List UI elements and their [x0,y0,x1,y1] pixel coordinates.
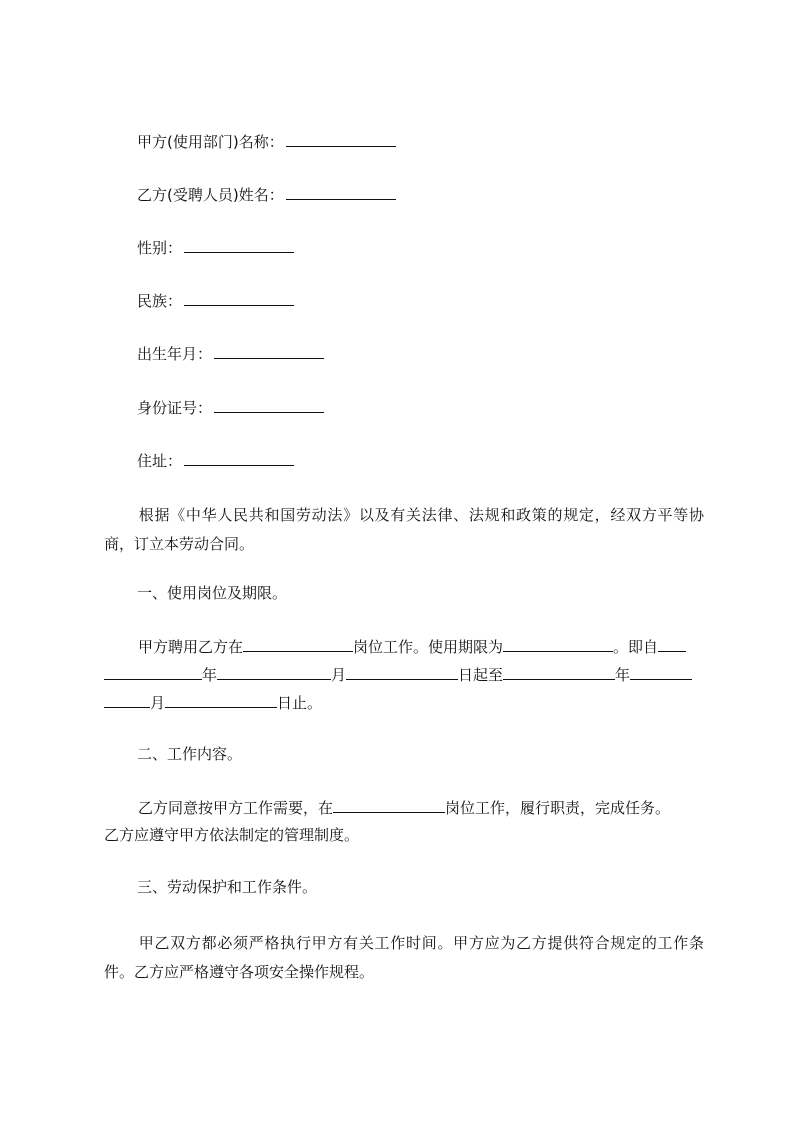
intro-text: 根据《中华人民共和国劳动法》以及有关法律、法规和政策的规定，经双方平等协商，订立本劳动合同。 [104,506,704,553]
section1-line1 [104,635,686,658]
party-a-blank[interactable] [286,130,396,147]
end-month-blank-b[interactable] [104,691,150,708]
party-a-label: 甲方(使用部门)名称： [137,133,284,151]
section2-line1 [104,796,670,819]
day-to-label: 日止。 [277,694,323,712]
id-number-field [137,396,324,418]
birth-label: 出生年月： [137,345,213,363]
end-year-blank[interactable] [503,663,615,680]
birth-blank[interactable] [214,342,324,359]
gender-field [137,236,294,258]
section3-text: 甲乙双方都必须严格执行甲方有关工作时间。甲方应为乙方提供符合规定的工作条件。乙方应严格遵守各项安全操作规程。 [104,934,704,981]
gender-blank[interactable] [184,236,294,253]
section2-text-3: 乙方应遵守甲方依法制定的管理制度。 [104,826,360,844]
section1-text-1: 甲方聘用乙方在 [138,638,244,656]
start-year-blank[interactable] [104,663,202,680]
section1-line2 [104,663,692,686]
id-number-label: 身份证号： [137,399,213,417]
section1-line3 [104,691,322,714]
start-month-label: 月 [331,666,347,684]
ethnicity-blank[interactable] [184,289,294,306]
start-blank-a[interactable] [658,635,686,652]
address-field [137,449,294,471]
post-blank[interactable] [243,635,353,652]
start-month-blank[interactable] [217,663,331,680]
section3-paragraph [104,929,704,987]
intro-paragraph [104,501,704,559]
start-day-blank[interactable] [346,663,458,680]
end-month-label: 月 [150,694,166,712]
end-day-blank[interactable] [165,691,277,708]
section2-text-1: 乙方同意按甲方工作需要，在 [138,799,334,817]
id-number-blank[interactable] [214,396,324,413]
party-b-blank[interactable] [286,183,396,200]
work-post-blank[interactable] [333,796,445,813]
ethnicity-label: 民族： [137,292,183,310]
party-b-field [137,183,396,205]
start-year-label: 年 [202,666,218,684]
section2-line2 [104,824,359,846]
section1-text-3: 。即自 [613,638,659,656]
section2-text-2: 岗位工作，履行职责，完成任务。 [445,799,671,817]
ethnicity-field [137,289,294,311]
day-from-label: 日起至 [458,666,504,684]
term-blank[interactable] [503,635,613,652]
section1-heading: 一、使用岗位及期限。 [137,584,288,602]
gender-label: 性别： [137,239,183,257]
address-label: 住址： [137,452,183,470]
end-year-label: 年 [615,666,631,684]
section2-heading: 二、工作内容。 [137,745,243,763]
section3-heading: 三、劳动保护和工作条件。 [137,878,318,896]
birth-field [137,342,324,364]
end-month-blank-a[interactable] [630,663,692,680]
party-a-field [137,130,396,152]
section1-text-2: 岗位工作。使用期限为 [353,638,504,656]
party-b-label: 乙方(受聘人员)姓名： [137,186,284,204]
address-blank[interactable] [184,449,294,466]
